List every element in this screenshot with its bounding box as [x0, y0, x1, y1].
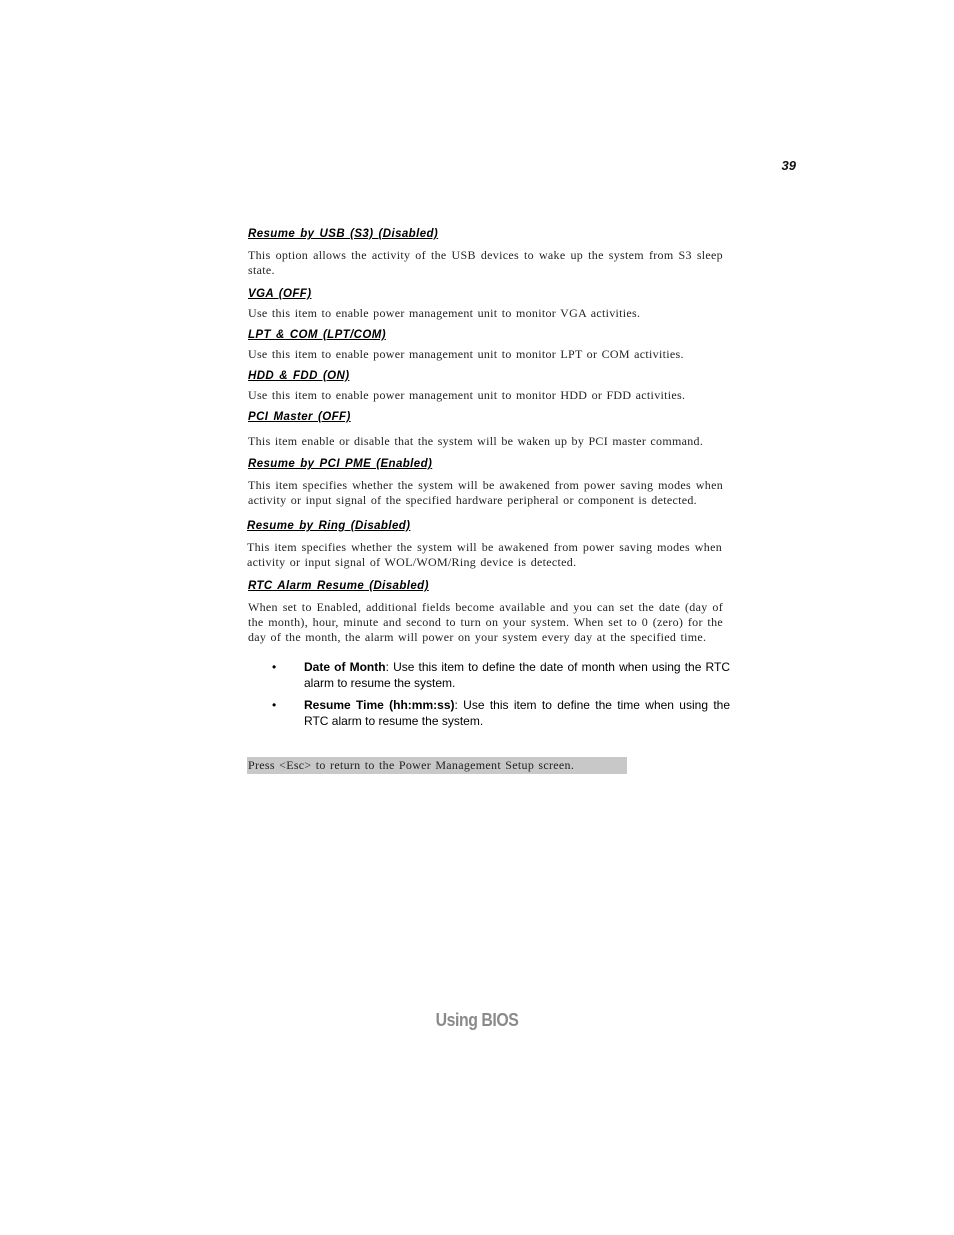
bullet-term: Date of Month — [304, 660, 386, 674]
bullet-mark: • — [272, 698, 277, 712]
paragraph-pci-master: This item enable or disable that the system will be waken up by PCI master command. — [248, 434, 704, 448]
bullet-description: : Use this item to define the date of month when using the RTC alarm to resume the system. — [304, 660, 730, 690]
bullet-text — [304, 698, 730, 729]
paragraph-lpt-com: Use this item to enable power management unit to monitor LPT or COM activities. — [248, 347, 684, 361]
page-number: 39 — [781, 158, 796, 173]
paragraph-resume-by-usb: This option allows the activity of the USB devices to wake up the system from S3 sleep state. — [248, 248, 723, 277]
heading-rtc-alarm-resume: RTC Alarm Resume (Disabled) — [248, 580, 429, 592]
heading-resume-by-pci-pme: Resume by PCI PME (Enabled) — [248, 458, 433, 470]
paragraph-resume-by-ring: This item specifies whether the system will be awakened from power saving modes when activity or input signal of WOL/WOM/Ring device is detected. — [247, 540, 722, 569]
bullet-description: : Use this item to define the time when using the RTC alarm to resume the system. — [304, 698, 731, 728]
footer-title: Using BIOS — [435, 1010, 519, 1030]
heading-pci-master: PCI Master (OFF) — [248, 411, 351, 423]
paragraph-resume-by-pci-pme: This item specifies whether the system will be awakened from power saving modes when activity or input signal of the specified hardware peripheral or component is detected. — [248, 478, 723, 507]
esc-return-note: Press <Esc> to return to the Power Management Setup screen. — [247, 757, 627, 774]
heading-vga: VGA (OFF) — [248, 288, 312, 300]
bullet-text — [304, 660, 730, 691]
paragraph-rtc-alarm-resume: When set to Enabled, additional fields become available and you can set the date (day of the month), hour, minute and second to turn on your system. When set to 0 (zero) for the day of the month, the alarm will power on your system every day at the specified time. — [248, 600, 723, 644]
paragraph-hdd-fdd: Use this item to enable power management unit to monitor HDD or FDD activities. — [248, 388, 686, 402]
heading-resume-by-ring: Resume by Ring (Disabled) — [247, 520, 411, 532]
bullet-mark: • — [272, 660, 277, 674]
heading-hdd-fdd: HDD & FDD (ON) — [248, 370, 350, 382]
paragraph-vga: Use this item to enable power management unit to monitor VGA activities. — [248, 306, 641, 320]
bullet-term: Resume Time (hh:mm:ss) — [304, 698, 455, 712]
heading-resume-by-usb: Resume by USB (S3) (Disabled) — [248, 228, 439, 240]
heading-lpt-com: LPT & COM (LPT/COM) — [248, 329, 386, 341]
